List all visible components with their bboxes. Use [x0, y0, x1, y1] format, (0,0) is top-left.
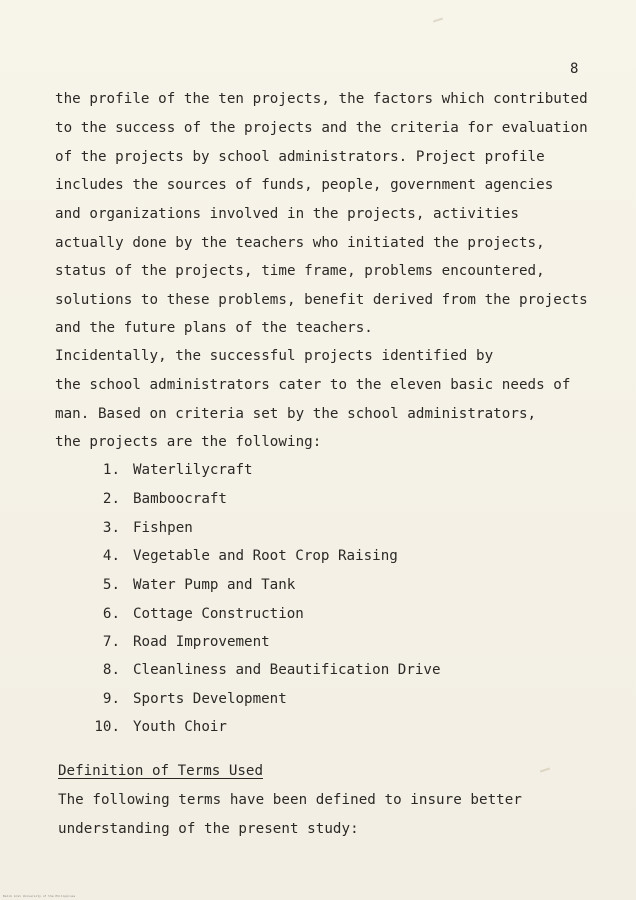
project-label: Water Pump and Tank — [133, 577, 296, 593]
project-number: 5. — [102, 577, 120, 593]
paper-mark — [433, 18, 443, 23]
body-line-4: includes the sources of funds, people, government agencies — [55, 177, 554, 193]
project-number: 10. — [94, 719, 120, 735]
project-item-3 — [84, 519, 193, 537]
body-line-2: to the success of the projects and the criteria for evaluation — [55, 120, 588, 136]
project-item-5 — [84, 576, 295, 594]
definition-line-1: The following terms have been defined to insure better — [58, 792, 522, 808]
definition-line-2: understanding of the present study: — [58, 821, 359, 837]
page-number: 8 — [570, 61, 579, 77]
body-line-3: of the projects by school administrators. Project profile — [55, 149, 545, 165]
project-label: Youth Choir — [133, 719, 227, 735]
body-line-9: and the future plans of the teachers. — [55, 320, 373, 336]
body-line-11: the school administrators cater to the eleven basic needs of — [55, 377, 571, 393]
project-number: 9. — [102, 691, 120, 707]
project-item-8 — [84, 661, 441, 679]
footer-strip: Balik Aral University of the Philippines — [3, 894, 76, 898]
project-item-10 — [84, 718, 227, 736]
project-label: Road Improvement — [133, 634, 270, 650]
body-line-5: and organizations involved in the projects, activities — [55, 206, 519, 222]
body-line-10: Incidentally, the successful projects identified by — [55, 348, 494, 364]
project-label: Cleanliness and Beautification Drive — [133, 662, 441, 678]
project-number: 4. — [102, 548, 120, 564]
project-number: 8. — [102, 662, 120, 678]
project-number: 6. — [102, 606, 120, 622]
project-item-4 — [84, 547, 398, 565]
project-label: Vegetable and Root Crop Raising — [133, 548, 398, 564]
project-number: 1. — [102, 462, 120, 478]
project-item-6 — [84, 605, 304, 623]
project-item-1 — [84, 461, 253, 479]
project-label: Bamboocraft — [133, 491, 227, 507]
project-item-2 — [84, 490, 227, 508]
project-label: Fishpen — [133, 520, 193, 536]
body-line-12: man. Based on criteria set by the school administrators, — [55, 406, 537, 422]
section-heading: Definition of Terms Used — [58, 763, 263, 779]
project-number: 7. — [102, 634, 120, 650]
project-item-9 — [84, 690, 287, 708]
project-item-7 — [84, 633, 270, 651]
project-label: Cottage Construction — [133, 606, 304, 622]
paper-mark — [540, 768, 550, 773]
body-line-1: the profile of the ten projects, the factors which contributed — [55, 91, 588, 107]
project-label: Sports Development — [133, 691, 287, 707]
body-line-13: the projects are the following: — [55, 434, 322, 450]
body-line-8: solutions to these problems, benefit derived from the projects — [55, 292, 588, 308]
body-line-7: status of the projects, time frame, problems encountered, — [55, 263, 545, 279]
project-label: Waterlilycraft — [133, 462, 253, 478]
project-number: 2. — [102, 491, 120, 507]
project-number: 3. — [102, 520, 120, 536]
body-line-6: actually done by the teachers who initiated the projects, — [55, 235, 545, 251]
